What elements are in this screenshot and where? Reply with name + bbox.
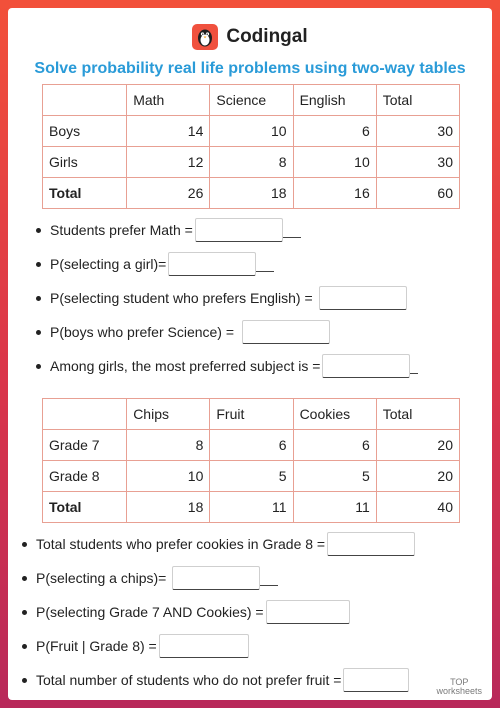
watermark-line: TOP — [450, 677, 469, 687]
table-header-cell: Total — [376, 399, 459, 430]
question-text: P(selecting a chips)= — [36, 570, 167, 586]
bullet-icon — [36, 228, 41, 233]
table-row — [43, 116, 460, 147]
question-text: P(selecting a girl)= — [50, 256, 167, 272]
question-item — [36, 320, 330, 344]
question-item — [22, 634, 249, 658]
table-cell: 10 — [210, 116, 293, 147]
answer-field[interactable] — [195, 218, 283, 242]
question-text: Total students who prefer cookies in Grade 8 = — [36, 536, 326, 552]
row-label: Total — [43, 178, 127, 209]
table-cell: 30 — [376, 116, 459, 147]
answer-field[interactable] — [168, 252, 256, 276]
bullet-icon — [22, 610, 27, 615]
table-cell: 6 — [210, 430, 293, 461]
question-item — [22, 600, 350, 624]
bullet-icon — [36, 262, 41, 267]
table-header-cell — [43, 399, 127, 430]
row-label: Total — [43, 492, 127, 523]
table-total-row — [43, 492, 460, 523]
table-cell: 8 — [127, 430, 210, 461]
preference-table-snacks — [42, 398, 460, 523]
bullet-icon — [36, 364, 41, 369]
bullet-icon — [22, 644, 27, 649]
table-header-cell: Cookies — [293, 399, 376, 430]
table-header-cell: Math — [127, 85, 210, 116]
table-header-row — [43, 399, 460, 430]
table-cell: 5 — [293, 461, 376, 492]
answer-field[interactable] — [327, 532, 415, 556]
question-item — [22, 566, 278, 590]
answer-field[interactable] — [319, 286, 407, 310]
row-label: Grade 8 — [43, 461, 127, 492]
table-header-cell: Chips — [127, 399, 210, 430]
question-item — [36, 252, 274, 276]
table-total-row — [43, 178, 460, 209]
table-cell: 20 — [376, 430, 459, 461]
question-text: P(Fruit | Grade 8) = — [36, 638, 157, 654]
table-cell: 8 — [210, 147, 293, 178]
row-label: Girls — [43, 147, 127, 178]
question-text: P(boys who prefer Science) = — [50, 324, 235, 340]
brand-header — [8, 24, 492, 50]
table-cell: 10 — [127, 461, 210, 492]
table-cell: 16 — [293, 178, 376, 209]
row-label: Boys — [43, 116, 127, 147]
question-item — [36, 354, 418, 378]
table-header-cell: English — [293, 85, 376, 116]
answer-field[interactable] — [322, 354, 410, 378]
table-cell: 6 — [293, 116, 376, 147]
table-cell: 12 — [127, 147, 210, 178]
table-cell: 5 — [210, 461, 293, 492]
question-text: Students prefer Math = — [50, 222, 193, 238]
answer-field[interactable] — [266, 600, 350, 624]
table-header-cell — [43, 85, 127, 116]
table-cell: 18 — [210, 178, 293, 209]
table-cell: 11 — [293, 492, 376, 523]
table-cell: 18 — [127, 492, 210, 523]
table-cell: 40 — [376, 492, 459, 523]
table-cell: 10 — [293, 147, 376, 178]
table-cell: 60 — [376, 178, 459, 209]
watermark-line: worksheets — [436, 686, 482, 696]
row-label: Grade 7 — [43, 430, 127, 461]
question-item — [36, 218, 301, 242]
table-cell: 11 — [210, 492, 293, 523]
bullet-icon — [22, 576, 27, 581]
worksheet — [8, 8, 492, 700]
preference-table-subjects — [42, 84, 460, 209]
table-header-cell: Total — [376, 85, 459, 116]
question-item — [36, 286, 407, 310]
penguin-icon — [192, 24, 218, 50]
table-row — [43, 461, 460, 492]
table-cell: 14 — [127, 116, 210, 147]
bullet-icon — [22, 678, 27, 683]
watermark-logo — [436, 678, 482, 696]
bullet-icon — [22, 542, 27, 547]
answer-field[interactable] — [172, 566, 260, 590]
table-header-cell: Science — [210, 85, 293, 116]
table-header-row — [43, 85, 460, 116]
table-cell: 30 — [376, 147, 459, 178]
table-row — [43, 147, 460, 178]
question-item — [22, 668, 409, 692]
question-text: Total number of students who do not prefer fruit = — [36, 672, 342, 688]
brand-name: Codingal — [226, 26, 308, 47]
bullet-icon — [36, 330, 41, 335]
question-item — [22, 532, 415, 556]
table-cell: 6 — [293, 430, 376, 461]
question-text: P(selecting student who prefers English) = — [50, 290, 313, 306]
question-text: Among girls, the most preferred subject is = — [50, 358, 321, 374]
table-header-cell: Fruit — [210, 399, 293, 430]
table-row — [43, 430, 460, 461]
table-cell: 26 — [127, 178, 210, 209]
answer-field[interactable] — [343, 668, 409, 692]
table-cell: 20 — [376, 461, 459, 492]
answer-field[interactable] — [159, 634, 249, 658]
page-title: Solve probability real life problems using two-way tables — [34, 60, 466, 77]
question-text: P(selecting Grade 7 AND Cookies) = — [36, 604, 264, 620]
answer-field[interactable] — [242, 320, 330, 344]
bullet-icon — [36, 296, 41, 301]
